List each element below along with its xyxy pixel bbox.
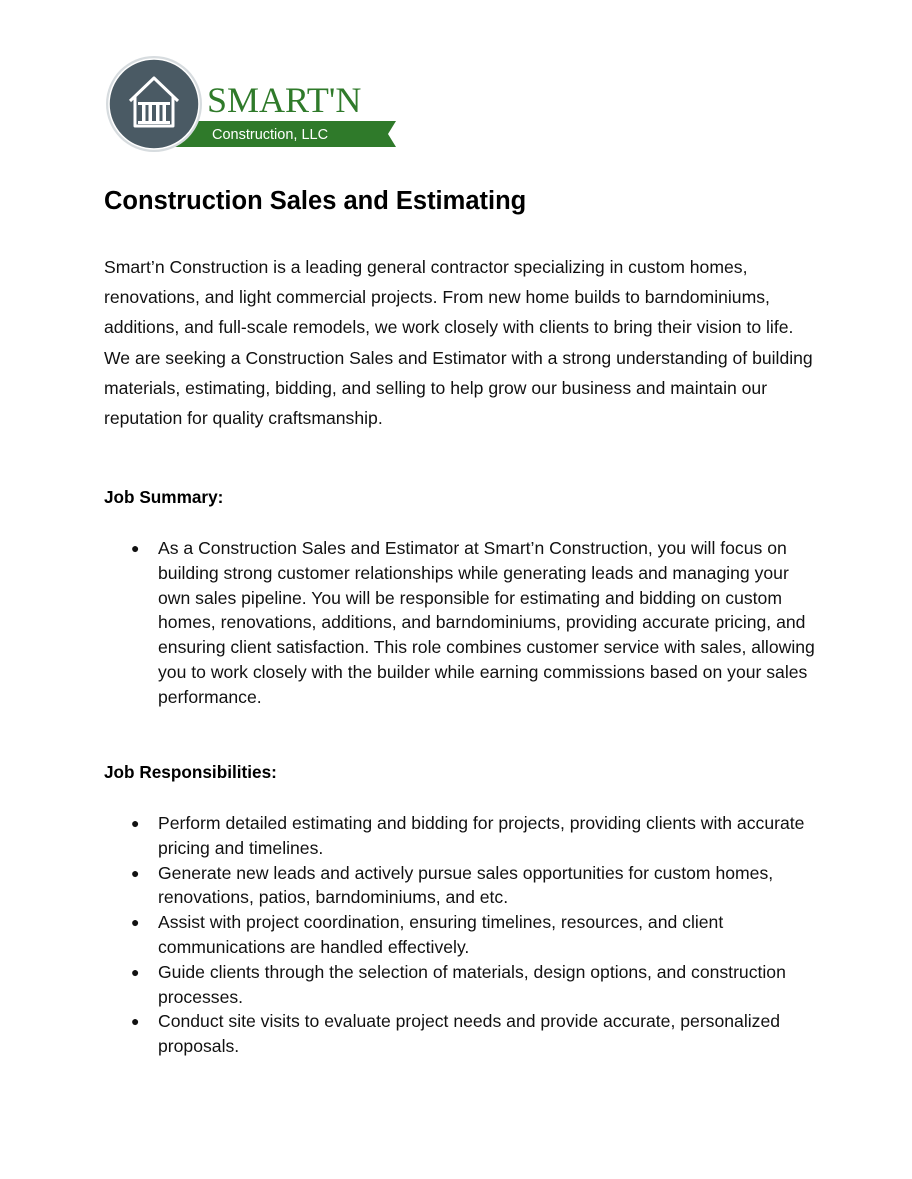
logo-wordmark: SMART'N (207, 80, 362, 120)
bullet-icon: ● (131, 815, 140, 831)
list-item-text: Assist with project coordination, ensuring timelines, resources, and client communications are handled effectively. (158, 912, 724, 957)
list-item (104, 861, 816, 911)
intro-paragraph: Smart’n Construction is a leading general contractor specializing in custom homes, renovations, and light commercial projects. From new home builds to barndominiums, additions, and full-scale remodels, we work closely with clients to bring their vision to life. We are seeking a Construction Sales and Estimator with a strong understanding of building materials, estimating, bidding, and selling to help grow our business and maintain our reputation for quality craftsmanship. (104, 257, 813, 429)
list-item (104, 1009, 816, 1059)
page-title: Construction Sales and Estimating (104, 187, 527, 215)
job-responsibilities-list (104, 811, 816, 1059)
list-item (104, 910, 816, 960)
bullet-icon: ● (131, 540, 140, 556)
bullet-icon: ● (131, 963, 140, 980)
bullet-icon: ● (131, 1013, 140, 1030)
list-item-text: Perform detailed estimating and bidding for projects, providing clients with accurate pricing and timelines. (158, 813, 805, 858)
logo-tagline: Construction, LLC (212, 127, 329, 143)
job-responsibilities-heading: Job Responsibilities: (104, 762, 277, 782)
list-item-text: Conduct site visits to evaluate project needs and provide accurate, personalized proposals. (158, 1011, 781, 1057)
bullet-icon: ● (131, 864, 140, 881)
list-item-text: Generate new leads and actively pursue sales opportunities for custom homes, renovations, patios, barndominiums, and etc. (158, 862, 774, 908)
job-summary-heading: Job Summary: (104, 487, 224, 507)
list-item (104, 536, 816, 710)
list-item (104, 811, 816, 861)
list-item-text: As a Construction Sales and Estimator at Smart’n Construction, you will focus on building strong customer relationships while generating leads and managing your own sales pipeline. You will be responsible for estimating and bidding on custom homes, renovations, additions, and barndominiums, providing accurate pricing, and ensuring client satisfaction. This role combines customer service with sales, allowing you to work closely with the builder while earning commissions based on your sales performance. (158, 538, 815, 707)
list-item (104, 960, 816, 1010)
bullet-icon: ● (131, 914, 140, 931)
job-summary-list (104, 536, 816, 710)
company-logo (104, 54, 404, 154)
list-item-text: Guide clients through the selection of materials, design options, and construction processes. (158, 961, 786, 1007)
